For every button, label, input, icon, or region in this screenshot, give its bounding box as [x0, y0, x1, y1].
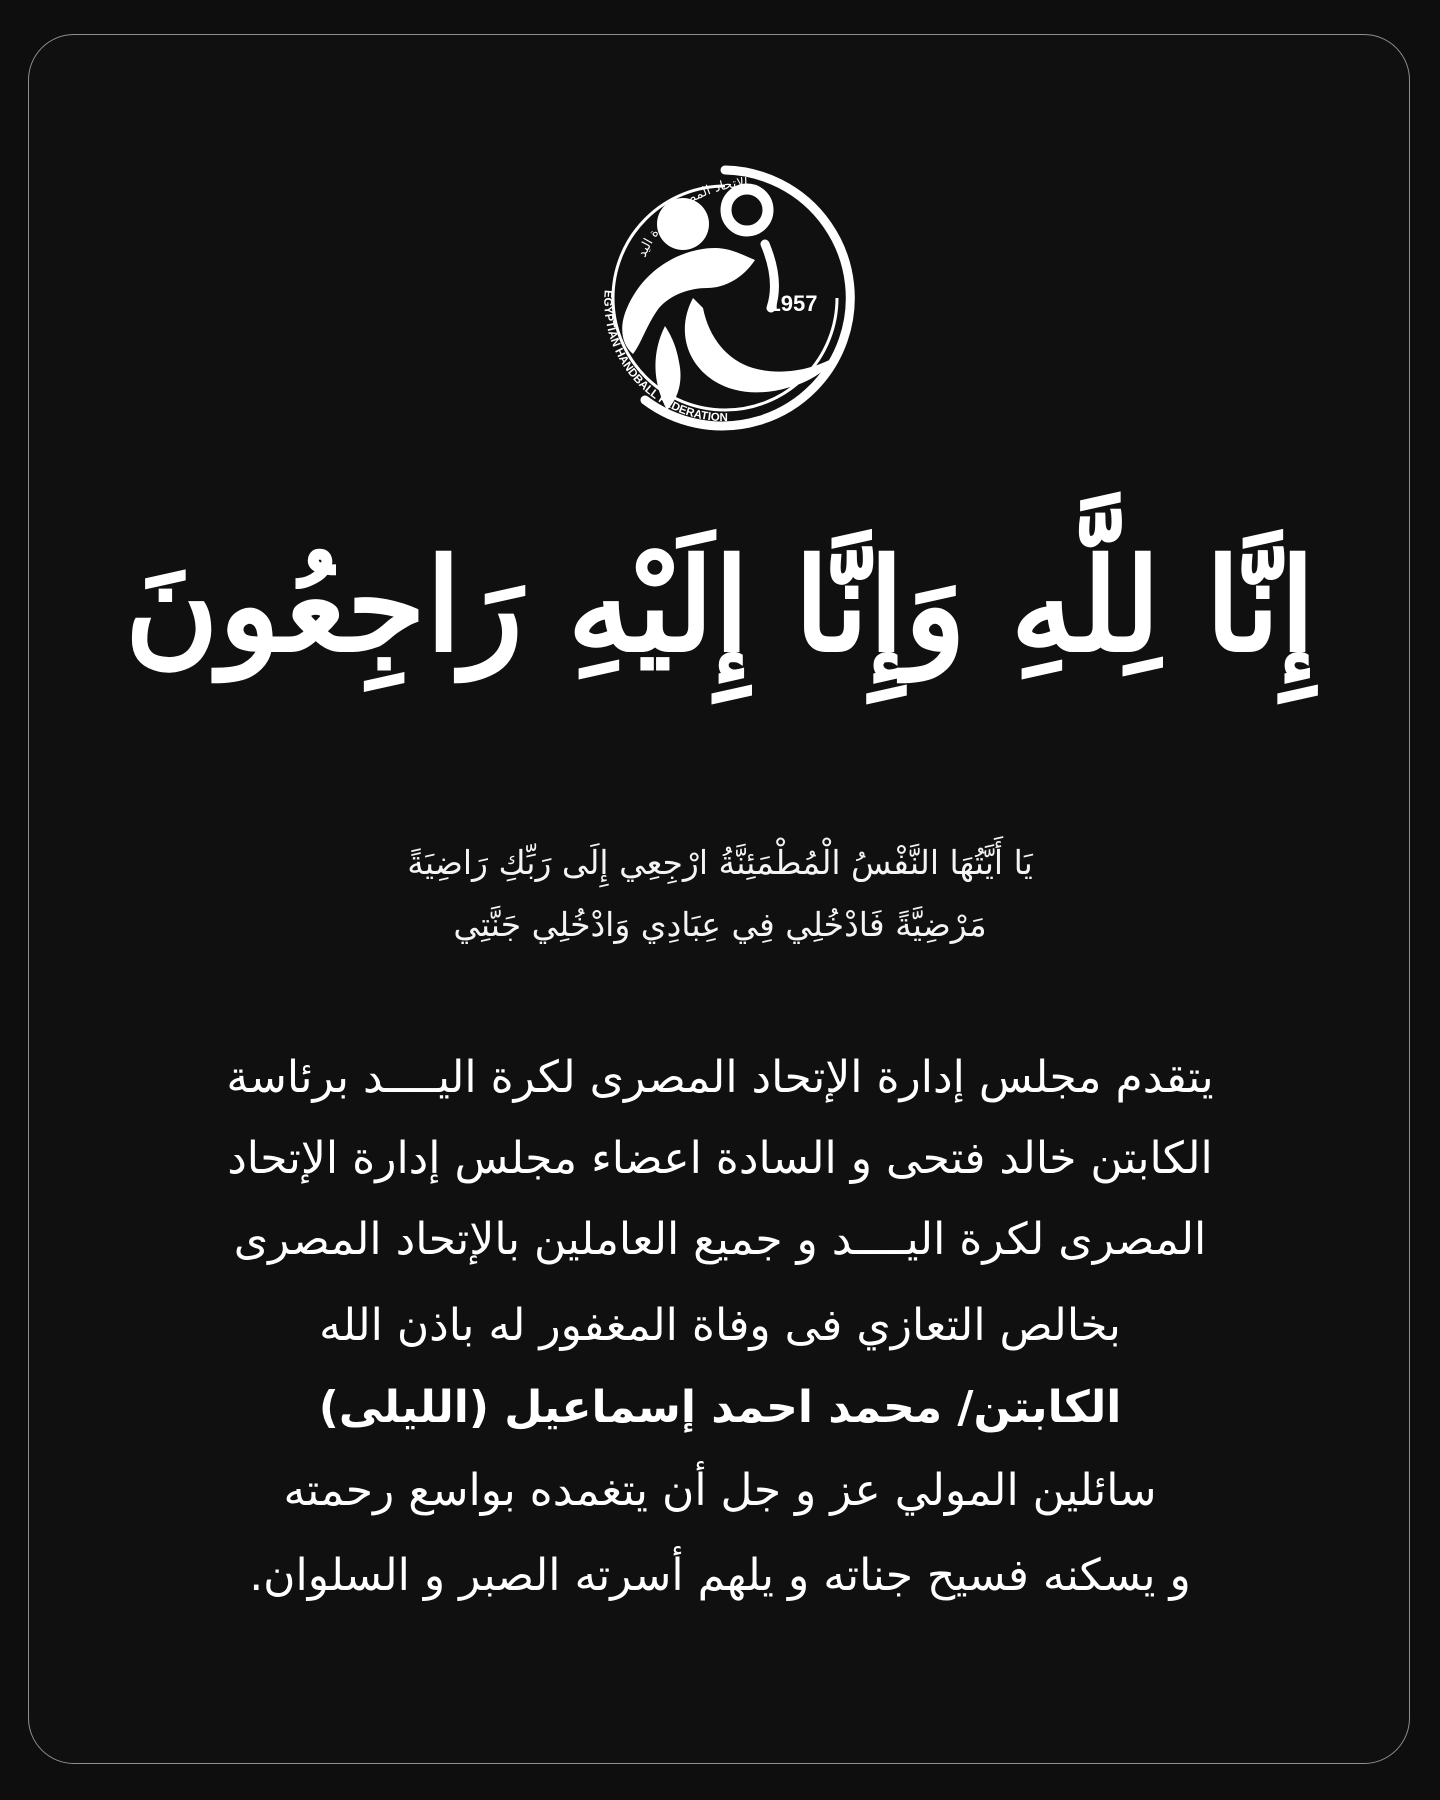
federation-logo — [575, 148, 875, 448]
logo-name-ar: الإتحاد المصرى لكرة اليد — [634, 175, 748, 260]
verse-line-2: مَرْضِيَّةً فَادْخُلِي فِي عِبَادِي وَادْخُلِي جَنَّتِي — [453, 905, 987, 944]
message-line-6: و يسكنه فسيح جناته و يلهم أسرته الصبر و السلوان. — [249, 1550, 1191, 1601]
logo-name-en: EGYPTIAN HANDBALL FEDERATION — [601, 289, 728, 425]
message-line-1: يتقدم مجلس إدارة الإتحاد المصرى لكرة اليــــد برئاسة — [226, 1052, 1214, 1103]
logo-year: 1957 — [768, 291, 818, 316]
logo-ball — [726, 189, 768, 231]
message-line-3: المصرى لكرة اليــــد و جميع العاملين بالإتحاد المصرى — [233, 1214, 1207, 1265]
deceased-name: الكابتن/ محمد احمد إسماعيل (الليلى) — [318, 1382, 1122, 1433]
federation-logo-svg — [575, 148, 875, 448]
message-line-5: سائلين المولي عز و جل أن يتغمده بواسع رحمته — [283, 1465, 1157, 1516]
message-line-4: بخالص التعازي فى وفاة المغفور له باذن الله — [319, 1300, 1121, 1351]
calligraphy-title: إِنَّا لِلَّهِ وَإِنَّا إِلَيْهِ رَاجِعُونَ — [124, 531, 1316, 681]
message-line-2: الكابتن خالد فتحى و السادة اعضاء مجلس إدارة الإتحاد — [227, 1133, 1213, 1184]
verse-line-1: يَا أَيَّتُهَا النَّفْسُ الْمُطْمَئِنَّةُ ارْجِعِي إِلَى رَبِّكِ رَاضِيَةً — [407, 843, 1033, 882]
